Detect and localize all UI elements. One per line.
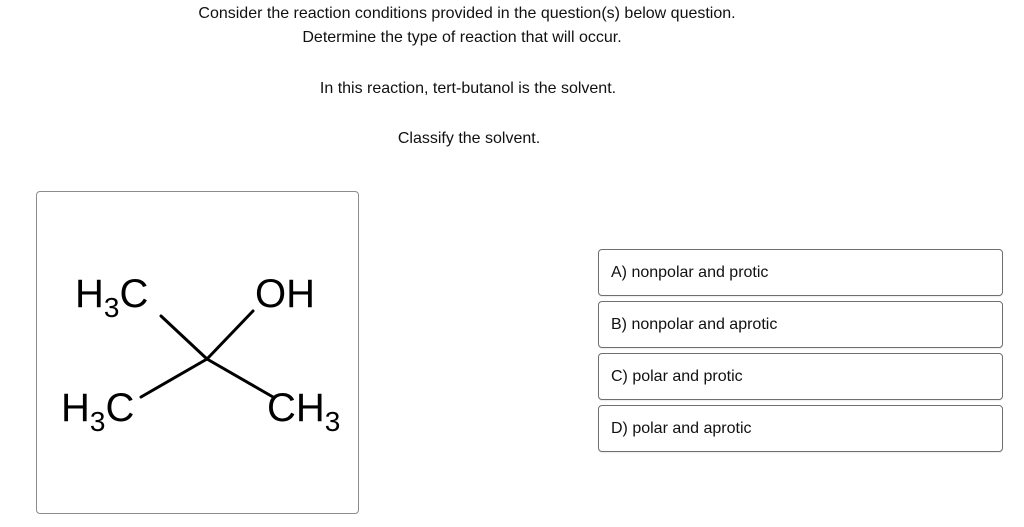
choice-d[interactable]: [598, 405, 1003, 452]
bond-bottom-left: [141, 359, 207, 397]
choice-b-label: B) nonpolar and aprotic: [611, 315, 778, 333]
tert-butanol-skeletal-structure: [37, 192, 360, 515]
choice-c[interactable]: [598, 353, 1003, 400]
methyl-label-bottom-right: $CH_3$: [267, 386, 341, 437]
methyl-label-bottom-left: $H_3C$: [61, 386, 135, 437]
methyl-label-top-left: $H_3C$: [75, 272, 149, 323]
molecule-structure-panel: [36, 191, 359, 514]
answer-choices: [598, 249, 1003, 457]
bond-top-left: [161, 316, 207, 359]
bond-bottom-right: [207, 359, 273, 397]
choice-b[interactable]: [598, 301, 1003, 348]
choice-d-label: D) polar and aprotic: [611, 419, 752, 437]
choice-c-label: C) polar and protic: [611, 367, 743, 385]
choice-a-label: A) nonpolar and protic: [611, 263, 769, 281]
hydroxyl-label: OH: [255, 272, 315, 316]
question-line-1: Consider the reaction conditions provided in the question(s) below question.: [198, 5, 736, 22]
bond-top-right: [207, 311, 253, 359]
choice-a[interactable]: [598, 249, 1003, 296]
question-line-3: In this reaction, tert-butanol is the solvent.: [319, 80, 617, 97]
question-line-2: Determine the type of reaction that will occur.: [302, 29, 622, 46]
question-line-4: Classify the solvent.: [397, 130, 541, 147]
